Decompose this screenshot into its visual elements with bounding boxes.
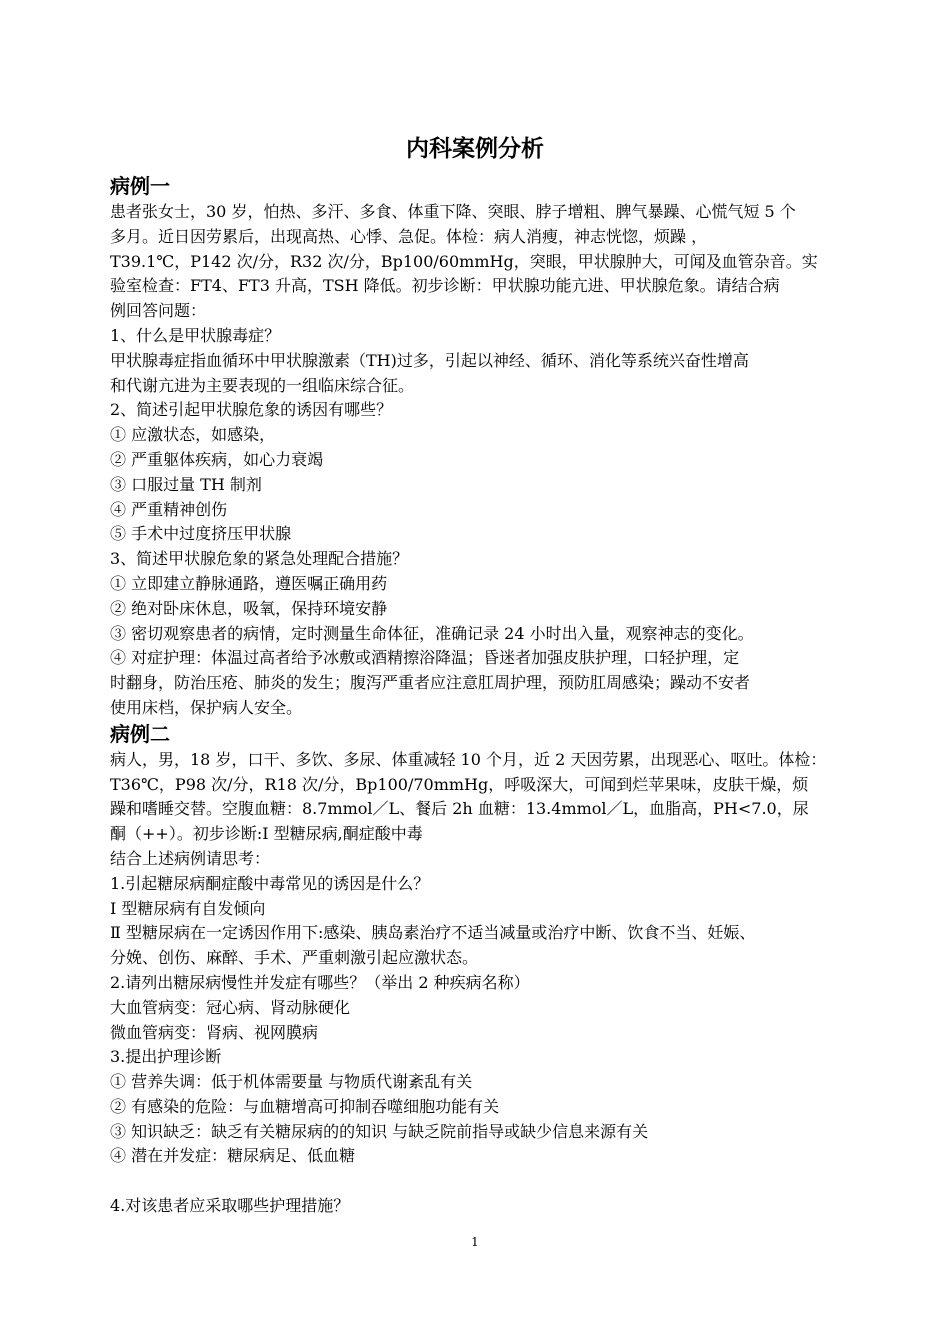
case-1-intro-line: 多月。近日因劳累后，出现高热、心悸、急促。体检：病人消瘦，神志恍惚，烦躁 ， (110, 226, 708, 246)
case-2-answer-3-item: ② 有感染的危险：与血糖增高可抑制吞噬细胞功能有关 (110, 1096, 500, 1116)
case-1-answer-2-item: ⑤ 手术中过度挤压甲状腺 (110, 524, 292, 544)
case-2-answer-1-line: 分娩、创伤、麻醉、手术、严重刺激引起应激状态。 (110, 948, 479, 968)
case-2-intro-line: 病人，男，18 岁，口干、多饮、多尿、体重减轻 10 个月，近 2 天因劳累，出现恶心、呕吐。体检： (110, 749, 827, 769)
case-1-answer-3-line: ② 绝对卧床休息，吸氧，保持环境安静 (110, 598, 388, 618)
case-2-answer-1-line: Ⅱ 型糖尿病在一定诱因作用下:感染、胰岛素治疗不适当减量或治疗中断、饮食不当、妊娠、 (110, 923, 756, 943)
document-body (110, 173, 852, 1219)
case-2-answer-1-line: Ⅰ 型糖尿病有自发倾向 (110, 898, 266, 918)
case-2-intro-line: 结合上述病例请思考： (110, 848, 271, 868)
case-2-answer-2 (110, 996, 852, 1046)
case-2-intro-line: 躁和嗜睡交替。空腹血糖：8.7mmol／L、餐后 2h 血糖：13.4mmol／L，血脂高，PH<7.0，尿 (110, 799, 809, 819)
case-2-question-4: 4.对该患者应采取哪些护理措施？ (110, 1196, 350, 1216)
document-title: 内科案例分析 (406, 136, 544, 162)
case-1-answer-3-line: ① 立即建立静脉通路，遵医嘱正确用药 (110, 573, 388, 593)
case-2-section (110, 721, 852, 1219)
case-1-intro-line: 验室检查：FT4、FT3 升高，TSH 降低。初步诊断：甲状腺功能亢进、甲状腺危象。请结合病 (110, 276, 780, 296)
case-2-answer-3-item: ① 营养失调：低于机体需要量 与物质代谢紊乱有关 (110, 1072, 473, 1092)
case-1-heading: 病例一 (110, 174, 170, 198)
case-2-answer-2-line: 大血管病变：冠心病、肾动脉硬化 (110, 997, 351, 1017)
case-1-intro-line: 患者张女士，30 岁，怕热、多汗、多食、体重下降、突眼、脖子增粗、脾气暴躁、心慌气短 5 个 (110, 202, 796, 221)
case-1-question-1: 1、什么是甲状腺毒症？ (110, 325, 281, 345)
case-2-answer-1 (110, 897, 852, 971)
case-1-answer-3 (110, 572, 852, 721)
case-1-answer-2-item: ① 应激状态，如感染， (110, 425, 276, 445)
case-1-answer-2-item: ③ 口服过量 TH 制剂 (110, 474, 262, 494)
page-number: 1 (471, 1235, 479, 1249)
case-1-answer-1 (110, 349, 852, 399)
case-2-answer-3-item: ④ 潜在并发症：糖尿病足、低血糖 (110, 1146, 356, 1166)
case-1-intro-line: T39.1℃，P142 次/分，R32 次/分，Bp100/60mmHg，突眼，甲状腺肿大，可闻及血管杂音。实 (110, 251, 818, 271)
case-1-answer-1-line: 和代谢亢进为主要表现的一组临床综合征。 (110, 375, 415, 395)
case-1-answer-3-line: 时翻身，防治压疮、肺炎的发生；腹泻严重者应注意肛周护理，预防肛周感染；躁动不安者 (110, 673, 751, 693)
case-1-answer-2-item: ② 严重躯体疾病，如心力衰竭 (110, 449, 324, 469)
case-2-answer-2-line: 微血管病变：肾病、视网膜病 (110, 1022, 319, 1042)
case-1-answer-2 (110, 423, 852, 547)
case-1-answer-1-line: 甲状腺毒症指血循环中甲状腺激素（TH)过多，引起以神经、循环、消化等系统兴奋性增高 (110, 350, 749, 370)
case-2-question-2: 2.请列出糖尿病慢性并发症有哪些？（举出 2 种疾病名称） (110, 972, 530, 992)
case-1-intro (110, 200, 852, 324)
case-1-answer-3-line: ④ 对症护理：体温过高者给予冰敷或酒精擦浴降温；昏迷者加强皮肤护理，口轻护理，定 (110, 648, 740, 668)
case-2-question-1: 1.引起糖尿病酮症酸中毒常见的诱因是什么？ (110, 873, 430, 893)
case-1-intro-line: 例回答问题： (110, 301, 207, 321)
case-1-question-2: 2、简述引起甲状腺危象的诱因有哪些？ (110, 400, 393, 420)
case-2-heading: 病例二 (110, 721, 170, 746)
case-2-intro-line: 酮（++）。初步诊断:Ⅰ 型糖尿病,酮症酸中毒 (110, 824, 423, 844)
case-2-answer-3-item: ③ 知识缺乏：缺乏有关糖尿病的的知识 与缺乏院前指导或缺少信息来源有关 (110, 1121, 649, 1141)
case-2-question-3: 3.提出护理诊断 (110, 1047, 222, 1067)
case-2-intro (110, 748, 852, 872)
case-2-answer-3 (110, 1070, 852, 1169)
case-1-section (110, 173, 852, 721)
case-1-answer-2-item: ④ 严重精神创伤 (110, 499, 228, 519)
case-1-answer-3-line: 使用床档，保护病人安全。 (110, 697, 303, 717)
case-1-answer-3-line: ③ 密切观察患者的病情，定时测量生命体征，准确记录 24 小时出入量，观察神志的变化。 (110, 623, 754, 643)
case-1-question-3: 3、简述甲状腺危象的紧急处理配合措施？ (110, 549, 409, 569)
case-2-intro-line: T36℃，P98 次/分，R18 次/分，Bp100/70mmHg，呼吸深大，可闻到烂苹果味，皮肤干燥，烦 (110, 774, 809, 794)
blank-line (110, 1169, 852, 1194)
